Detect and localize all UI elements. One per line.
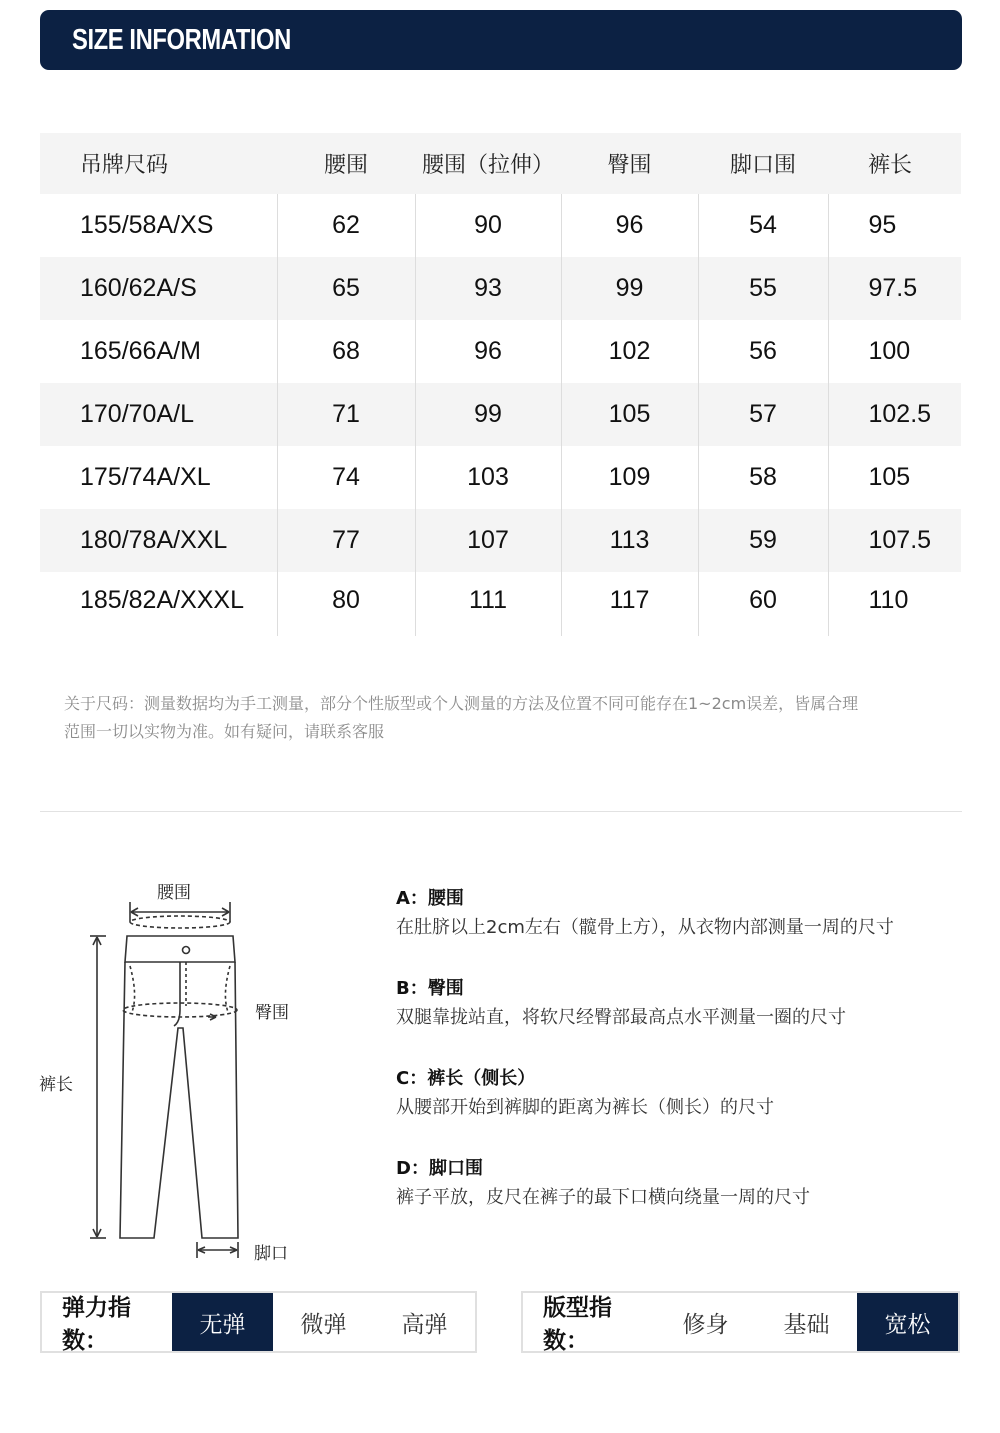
measure-desc-text: 从腰部开始到裤脚的距离为裤长（侧长）的尺寸: [396, 1097, 774, 1118]
table-cell: 110: [828, 572, 961, 636]
table-row: [40, 194, 961, 257]
header-title: SIZE INFORMATION: [72, 23, 291, 56]
table-cell: 105: [561, 383, 698, 446]
note-line-1: 关于尺码：测量数据均为手工测量，部分个性版型或个人测量的方法及位置不同可能存在1~2cm误差，皆属合理: [64, 694, 859, 713]
table-cell: 97.5: [828, 257, 961, 320]
fit-option-regular[interactable]: 基础: [783, 1311, 830, 1338]
table-cell: 65: [277, 257, 415, 320]
table-row: [40, 257, 961, 320]
note-line-2: 范围一切以实物为准。如有疑问，请联系客服: [64, 722, 385, 741]
table-cell: 111: [415, 572, 561, 636]
table-cell: 107: [415, 509, 561, 572]
diagram-label-hem: 脚口: [254, 1244, 288, 1264]
elasticity-index: [40, 1291, 477, 1353]
table-cell: 54: [698, 194, 828, 257]
table-cell: 160/62A/S: [40, 257, 277, 320]
table-cell: 74: [277, 446, 415, 509]
table-cell: 62: [277, 194, 415, 257]
column-header: 裤长: [828, 133, 961, 194]
fit-option-loose[interactable]: 宽松: [857, 1293, 958, 1351]
column-header: 臀围: [561, 133, 698, 194]
pants-diagram: [30, 870, 330, 1270]
column-header: 吊牌尺码: [40, 133, 277, 194]
table-header-row: [40, 133, 961, 194]
table-cell: 117: [561, 572, 698, 636]
table-cell: 185/82A/XXXL: [80, 586, 245, 614]
diagram-label-length: 裤长: [39, 1075, 73, 1095]
elasticity-option-slight[interactable]: 微弹: [300, 1311, 347, 1338]
table-row: [40, 320, 961, 383]
fit-option-slim[interactable]: 修身: [682, 1311, 729, 1338]
table-cell: 58: [698, 446, 828, 509]
table-cell: 165/66A/M: [80, 337, 201, 365]
column-header: 腰围（拉伸）: [415, 133, 561, 194]
measure-desc-hip: [396, 975, 966, 1033]
table-cell: 77: [277, 509, 415, 572]
table-cell: 103: [415, 446, 561, 509]
elasticity-option-none[interactable]: 无弹: [172, 1293, 273, 1351]
header-bar: [40, 10, 962, 70]
table-cell: 57: [698, 383, 828, 446]
table-cell: 107.5: [828, 509, 961, 572]
table-cell: 59: [698, 509, 828, 572]
measure-desc-title: C：裤长（侧长）: [396, 1068, 536, 1089]
table-row: [40, 572, 961, 636]
fit-index: [521, 1291, 960, 1353]
table-cell: 96: [415, 320, 561, 383]
table-cell: 55: [698, 257, 828, 320]
pants-illustration: [30, 870, 330, 1270]
table-cell: 99: [561, 257, 698, 320]
fit-label: 版型指数：: [543, 1295, 612, 1354]
table-cell: 100: [828, 320, 961, 383]
measure-desc-title: A：腰围: [396, 888, 464, 909]
table-cell: 155/58A/XS: [80, 211, 214, 239]
measure-desc-hem: [396, 1155, 966, 1213]
table-cell: 93: [415, 257, 561, 320]
table-cell: 105: [828, 446, 961, 509]
table-cell: 71: [277, 383, 415, 446]
column-header: 腰围: [277, 133, 415, 194]
table-cell: 113: [561, 509, 698, 572]
measure-desc-waist: [396, 885, 966, 943]
table-cell: 68: [277, 320, 415, 383]
table-cell: 56: [698, 320, 828, 383]
measure-desc-text: 裤子平放，皮尺在裤子的最下口横向绕量一周的尺寸: [396, 1187, 810, 1208]
table-cell: 180/78A/XXL: [40, 509, 277, 572]
elasticity-label: 弹力指数：: [62, 1295, 131, 1354]
table-cell: 80: [277, 572, 415, 636]
column-header: 脚口围: [698, 133, 828, 194]
table-row: [40, 383, 961, 446]
elasticity-option-high[interactable]: 高弹: [401, 1311, 448, 1338]
size-table: [40, 133, 961, 636]
table-cell: 109: [561, 446, 698, 509]
table-cell: 90: [415, 194, 561, 257]
diagram-label-hip: 臀围: [255, 1003, 289, 1023]
table-cell: 102.5: [828, 383, 961, 446]
section-divider: [40, 811, 962, 812]
table-cell: 60: [698, 572, 828, 636]
measure-desc-title: D：脚口围: [396, 1158, 483, 1179]
diagram-label-waist: 腰围: [157, 883, 191, 903]
measure-desc-length: [396, 1065, 966, 1123]
table-cell: 102: [561, 320, 698, 383]
table-cell: 99: [415, 383, 561, 446]
table-row: [40, 509, 961, 572]
measure-desc-text: 在肚脐以上2cm左右（髋骨上方），从衣物内部测量一周的尺寸: [396, 917, 894, 938]
measure-desc-title: B：臀围: [396, 978, 464, 999]
table-cell: 170/70A/L: [40, 383, 277, 446]
measure-desc-text: 双腿靠拢站直，将软尺经臀部最高点水平测量一圈的尺寸: [396, 1007, 846, 1028]
size-note: [64, 690, 956, 746]
table-cell: 96: [561, 194, 698, 257]
table-row: [40, 446, 961, 509]
table-cell: 95: [828, 194, 961, 257]
table-cell: 175/74A/XL: [80, 463, 211, 491]
